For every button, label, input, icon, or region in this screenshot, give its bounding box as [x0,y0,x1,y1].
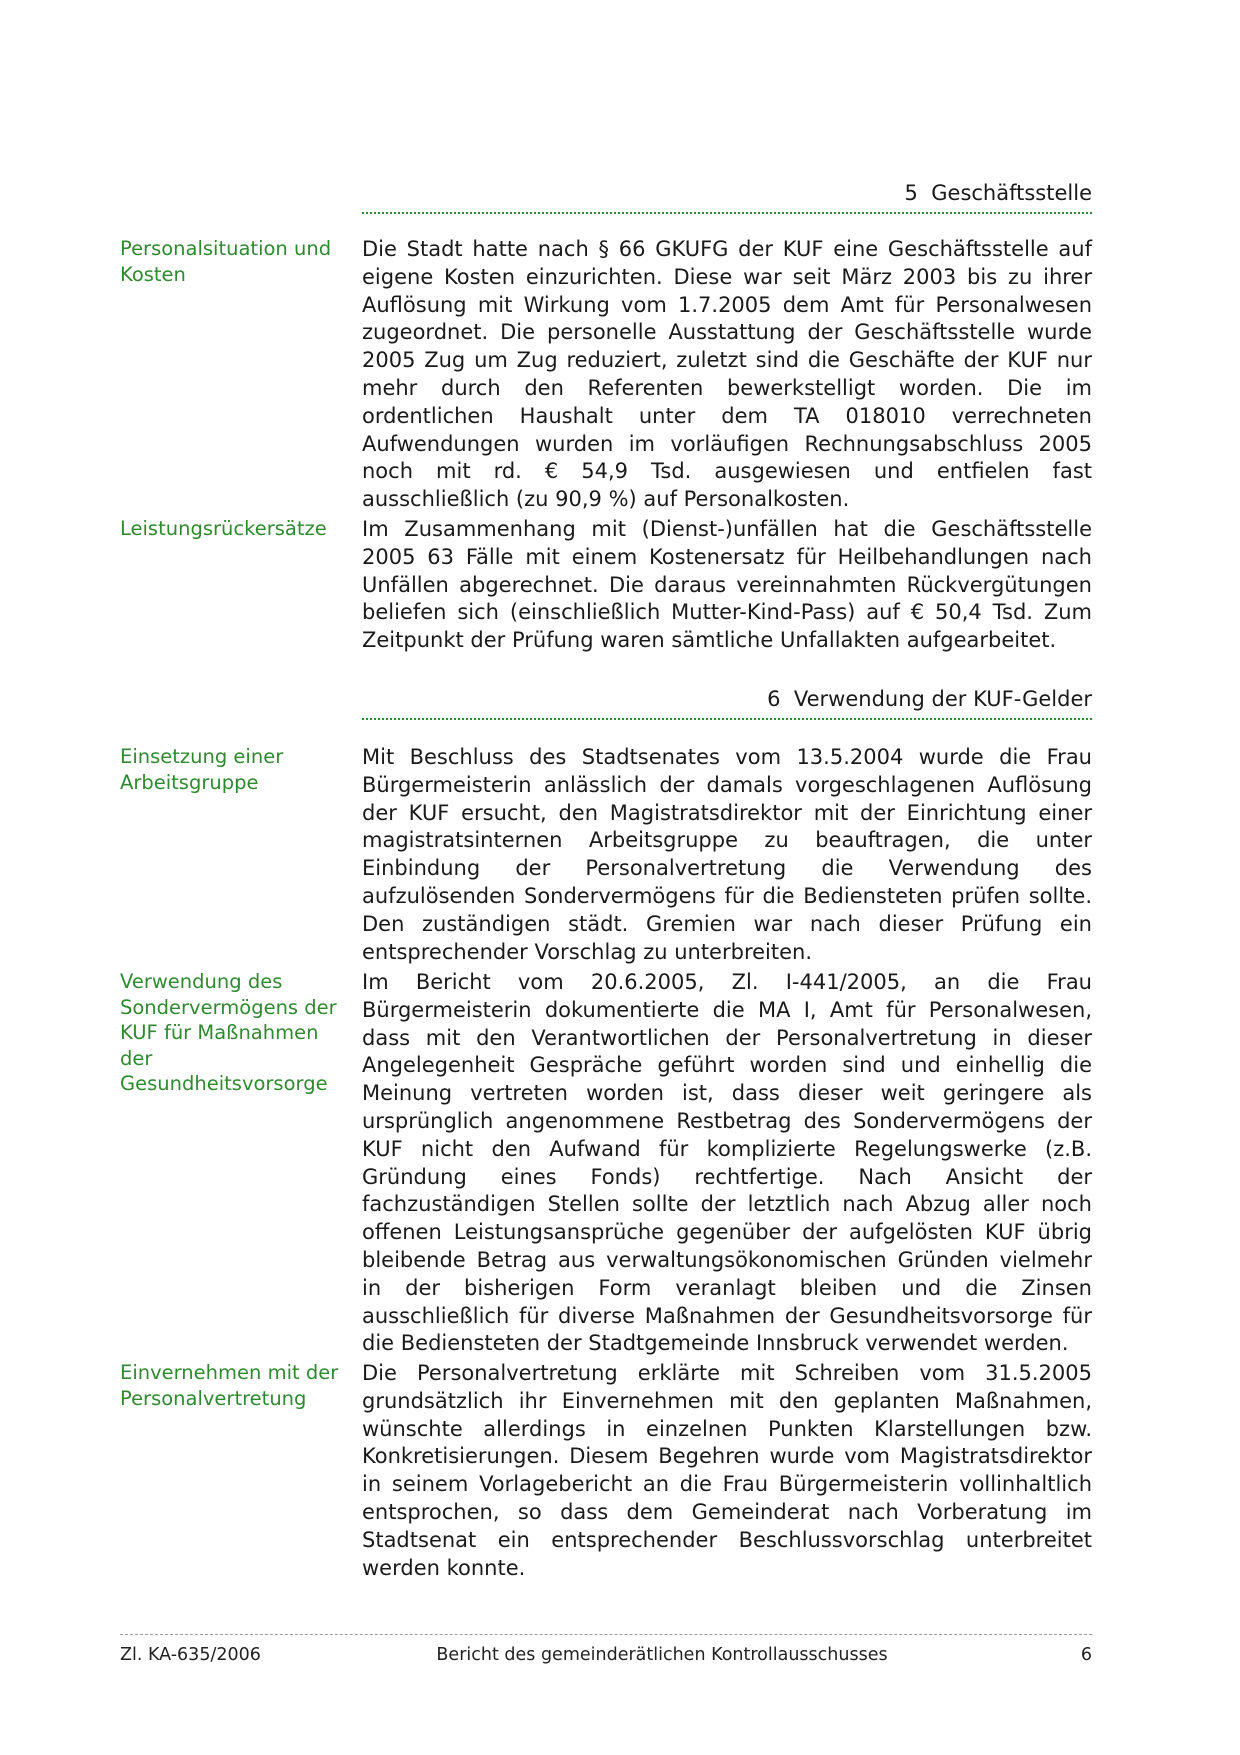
footer-divider [120,1634,1092,1635]
paragraph-personalsituation: Die Stadt hatte nach § 66 GKUFG der KUF eine Geschäftsstelle auf eigene Kosten einzurichten. Diese war seit März 2003 bis zu ihrer Auflösung mit Wirkung vom 1.7.2005 dem Amt für Personalwesen zugeordnet. Die personelle Ausstattung der Geschäftsstelle wurde 2005 Zug um Zug reduziert, zuletzt sind die Geschäfte der KUF nur mehr durch den Referenten bewerkstelligt worden. Die im ordentlichen Haushalt unter dem TA 018010 verrechneten Aufwendungen wurden im vorläufigen Rechnungsabschluss 2005 noch mit rd. € 54,9 Tsd. ausgewiesen und entfielen fast ausschließlich (zu 90,9 %) auf Personalkosten. [362,237,1092,512]
paragraph-leistungsrueckersaetze: Im Zusammenhang mit (Dienst-)unfällen hat die Geschäftsstelle 2005 63 Fälle mit einem Kostenersatz für Heilbehandlungen nach Unfällen abgerechnet. Die daraus vereinnahmten Rückvergütungen beliefen sich (einschließlich Mutter-Kind-Pass) auf € 50,4 Tsd. Zum Zeitpunkt der Prüfung waren sämtliche Unfallakten aufgearbeitet. [362,517,1092,653]
margin-label-sondervermoegen: Verwendung des Sondervermögens der KUF für Maßnahmen der Gesundheitsvorsorge [120,970,337,1095]
section-title: Verwendung der KUF-Gelder [793,687,1092,711]
section-heading-6 [362,686,1092,720]
footer-page-number: 6 [1080,1645,1092,1665]
paragraph-arbeitsgruppe: Mit Beschluss des Stadtsenates vom 13.5.2004 wurde die Frau Bürgermeisterin anlässlich der damals vorgeschlagenen Auflösung der KUF ersucht, den Magistratsdirektor mit der Einrichtung einer magistratsinternen Arbeitsgruppe zu beauftragen, die unter Einbindung der Personalvertretung die Verwendung des aufzulösenden Sondervermögens für die Bediensteten prüfen sollte. Den zuständigen städt. Gremien war nach dieser Prüfung ein entsprechender Vorschlag zu unterbreiten. [362,745,1092,964]
section-number: 5 [904,181,918,205]
paragraph-einvernehmen: Die Personalvertretung erklärte mit Schreiben vom 31.5.2005 grundsätzlich ihr Einvernehmen mit den geplanten Maßnahmen, wünschte allerdings in einzelnen Punkten Klarstellungen bzw. Konkretisierungen. Diesem Begehren wurde vom Magistratsdirektor in seinem Vorlagebericht an die Frau Bürgermeisterin vollinhaltlich entsprochen, so dass dem Gemeinderat nach Vorberatung im Stadtsenat ein entsprechender Beschlussvorschlag unterbreitet werden konnte. [362,1361,1092,1580]
paragraph-sondervermoegen: Im Bericht vom 20.6.2005, Zl. I-441/2005, an die Frau Bürgermeisterin dokumentierte die MA I, Amt für Personalwesen, dass mit den Verantwortlichen der Personalvertretung in dieser Angelegenheit Gespräche geführt worden sind und einhellig die Meinung vertreten worden ist, dass dieser weit geringere als ursprünglich angenommene Restbetrag des Sondervermögens der KUF nicht den Aufwand für komplizierte Regelungswerke (z.B. Gründung eines Fonds) rechtfertige. Nach Ansicht der fachzuständigen Stellen sollte der letztlich nach Abzug aller noch offenen Leistungsansprüche gegenüber der aufgelösten KUF übrig bleibende Betrag aus verwaltungsökonomischen Gründen vielmehr in der bisherigen Form veranlagt bleiben und die Zinsen ausschließlich für diverse Maßnahmen der Gesundheitsvorsorge für die Bediensteten der Stadtgemeinde Innsbruck verwendet werden. [362,970,1092,1356]
section-heading-5 [362,180,1092,214]
section-title: Geschäftsstelle [931,181,1092,205]
margin-label-arbeitsgruppe: Einsetzung einer Arbeitsgruppe [120,745,284,794]
footer-reference: Zl. KA-635/2006 [120,1645,261,1665]
margin-label-leistungsrueckersaetze: Leistungsrückersätze [120,517,327,540]
section-number: 6 [767,687,781,711]
footer-title: Bericht des gemeinderätlichen Kontrollausschusses [436,1645,888,1665]
margin-label-einvernehmen: Einvernehmen mit der Personalvertretung [120,1361,339,1410]
margin-label-personalsituation: Personalsituation und Kosten [120,237,332,286]
